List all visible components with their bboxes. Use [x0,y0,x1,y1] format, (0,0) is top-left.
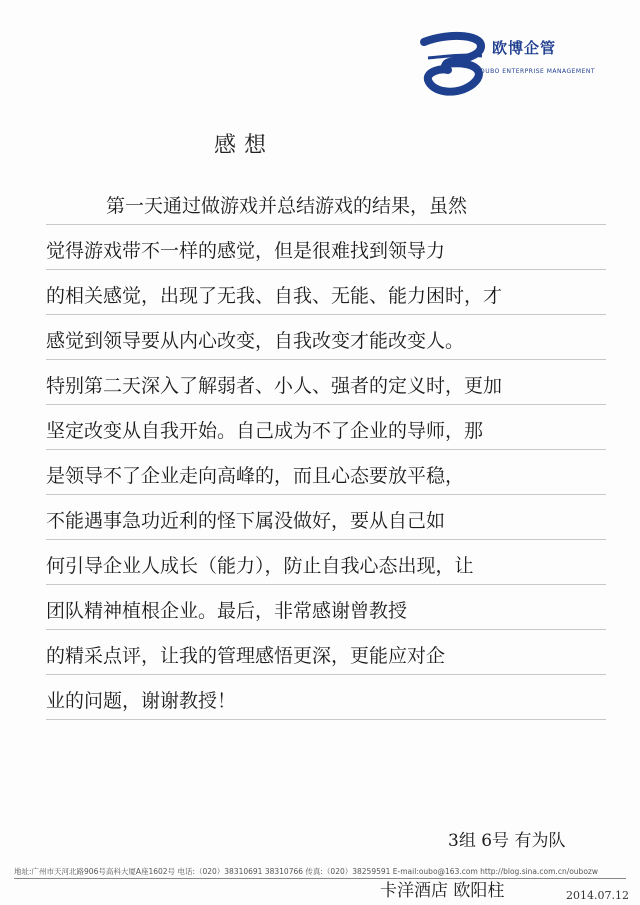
text-line-content: 的精采点评，让我的管理感悟更深，更能应对企 [46,645,446,667]
text-line [46,540,606,585]
logo-subtitle: OUBO ENTERPRISE MANAGEMENT [480,68,596,75]
text-line-content: 是领导不了企业走向高峰的，而且心态要放平稳， [46,465,465,487]
signature-date: 2014.07.12 [566,889,629,902]
text-line [46,315,606,360]
handwritten-body [46,180,606,720]
text-line-content: 团队精神植根企业。最后，非常感谢曾教授 [46,600,408,622]
text-line [46,180,606,225]
text-line [46,405,606,450]
text-line [46,360,606,405]
text-line [46,630,606,675]
group-signature: 3组 6号 有为队 [448,831,566,851]
footer-divider [14,878,626,879]
text-line [46,585,606,630]
company-logo [418,30,596,100]
text-line [46,675,606,720]
text-line-content: 业的问题，谢谢教授！ [46,690,237,712]
logo-brand-name: 欧博企管 [492,39,557,57]
text-line [46,495,606,540]
text-line-content: 的相关感觉，出现了无我、自我、无能、能力困时，才 [46,285,503,307]
page-title: 感想 [214,133,275,158]
text-line-content: 坚定改变从自我开始。自己成为不了企业的导师，那 [46,420,484,442]
text-line-content: 觉得游戏带不一样的感觉，但是很难找到领导力 [46,240,446,262]
author-signature: 卡洋酒店 欧阳柱 [380,881,505,901]
text-line-content: 第一天通过做游戏并总结游戏的结果，虽然 [106,195,468,217]
text-line-content: 何引导企业人成长（能力），防止自我心态出现，让 [46,555,474,577]
text-line-content: 特别第二天深入了解弱者、小人、强者的定义时，更加 [46,375,503,397]
text-line-content: 不能遇事急功近利的怪下属没做好，要从自己如 [46,510,446,532]
text-line [46,270,606,315]
text-line [46,450,606,495]
text-line-content: 感觉到领导要从内心改变，自我改变才能改变人。 [46,330,465,352]
footer-address: 地址:广州市天河北路906号高科大厦A座1602号 电话:（020）38310691 38310766 传真:（020）38259591 E-mail:oubo@163.com http://blog.sina.com.cn/oubozw [14,867,598,876]
text-line [46,225,606,270]
